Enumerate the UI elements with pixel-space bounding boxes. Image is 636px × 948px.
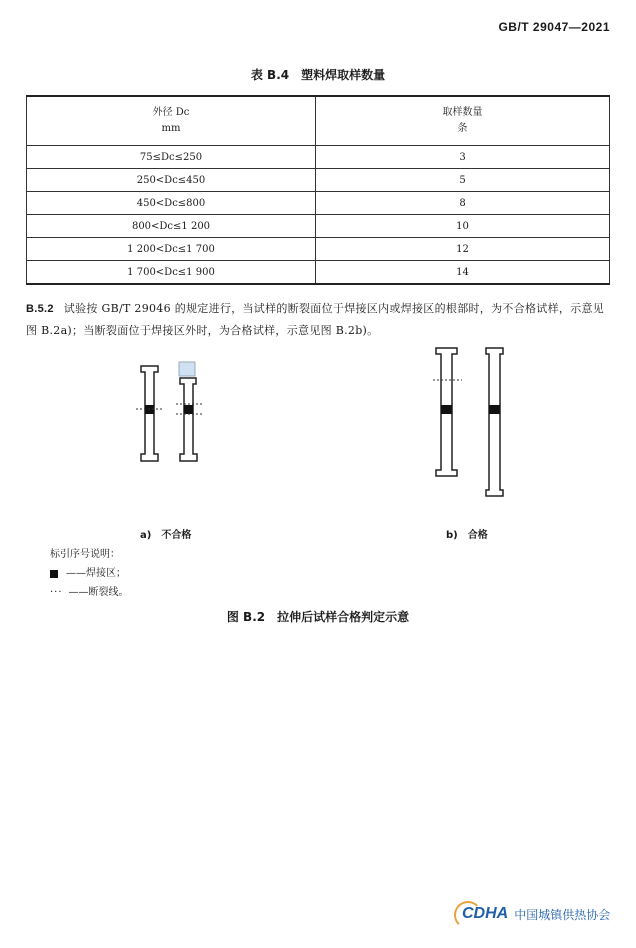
sample-count: 3	[316, 146, 610, 169]
legend-title: 标引序号说明：	[50, 549, 120, 560]
watermark	[462, 905, 610, 923]
table-row	[27, 238, 610, 261]
diameter-range: 800<Dc≤1 200	[27, 215, 316, 238]
table-title: 表 B.4 塑料焊取样数量	[250, 68, 386, 82]
sample-count: 5	[316, 169, 610, 192]
legend	[50, 545, 129, 602]
specimen-a2-broken	[180, 378, 197, 461]
legend-fracture-item	[50, 583, 129, 602]
diameter-range: 450<Dc≤800	[27, 192, 316, 215]
caption-a: a) 不合格	[140, 530, 192, 541]
specimen-b2	[486, 348, 503, 496]
legend-weld-item	[50, 564, 129, 583]
standard-code: GB/T 29047—2021	[498, 20, 610, 34]
sample-count: 12	[316, 238, 610, 261]
diameter-range: 1 700<Dc≤1 900	[27, 261, 316, 285]
table-row	[27, 261, 610, 285]
weld-zone-b2	[489, 405, 500, 414]
tensile-specimen-figure	[0, 330, 636, 510]
watermark-text: 中国城镇供热协会	[514, 907, 611, 922]
table-row	[27, 146, 610, 169]
legend-fracture-text: ——断裂线。	[68, 587, 129, 598]
sample-count: 14	[316, 261, 610, 285]
sample-count: 10	[316, 215, 610, 238]
weld-zone-a2	[184, 405, 193, 414]
weld-zone-b1	[441, 405, 452, 414]
table-row	[27, 192, 610, 215]
sampling-table	[26, 95, 610, 285]
figure-title: 图 B.2 拉伸后试样合格判定示意	[226, 610, 410, 624]
cdha-logo-icon: CDHA	[462, 905, 509, 922]
sample-count: 8	[316, 192, 610, 215]
col-header-count	[316, 96, 610, 146]
caption-b: b) 合格	[446, 530, 488, 541]
col-header-count-unit: 条	[457, 123, 468, 134]
diameter-range: 75≤Dc≤250	[27, 146, 316, 169]
col-header-diameter-label: 外径 Dc	[152, 107, 190, 118]
table-row	[27, 215, 610, 238]
legend-weld-text: ——焊接区；	[66, 568, 126, 579]
col-header-count-label: 取样数量	[442, 107, 483, 118]
weld-square-icon	[50, 570, 58, 578]
col-header-diameter-unit: mm	[161, 123, 181, 134]
clause-number: B.5.2	[26, 303, 54, 315]
dotted-line-icon: ···	[50, 587, 63, 598]
diameter-range: 1 200<Dc≤1 700	[27, 238, 316, 261]
table-row	[27, 169, 610, 192]
diameter-range: 250<Dc≤450	[27, 169, 316, 192]
fracture-fragment-a2	[179, 362, 195, 376]
clause-text: 试验按 GB/T 29046 的规定进行，当试样的断裂面位于焊接区内或焊接区的根部时，为不合格试样，示意见图 B.2a)；当断裂面位于焊接区外时，为合格试样，示意见图 B.2b)。	[26, 302, 605, 337]
col-header-diameter	[27, 96, 316, 146]
